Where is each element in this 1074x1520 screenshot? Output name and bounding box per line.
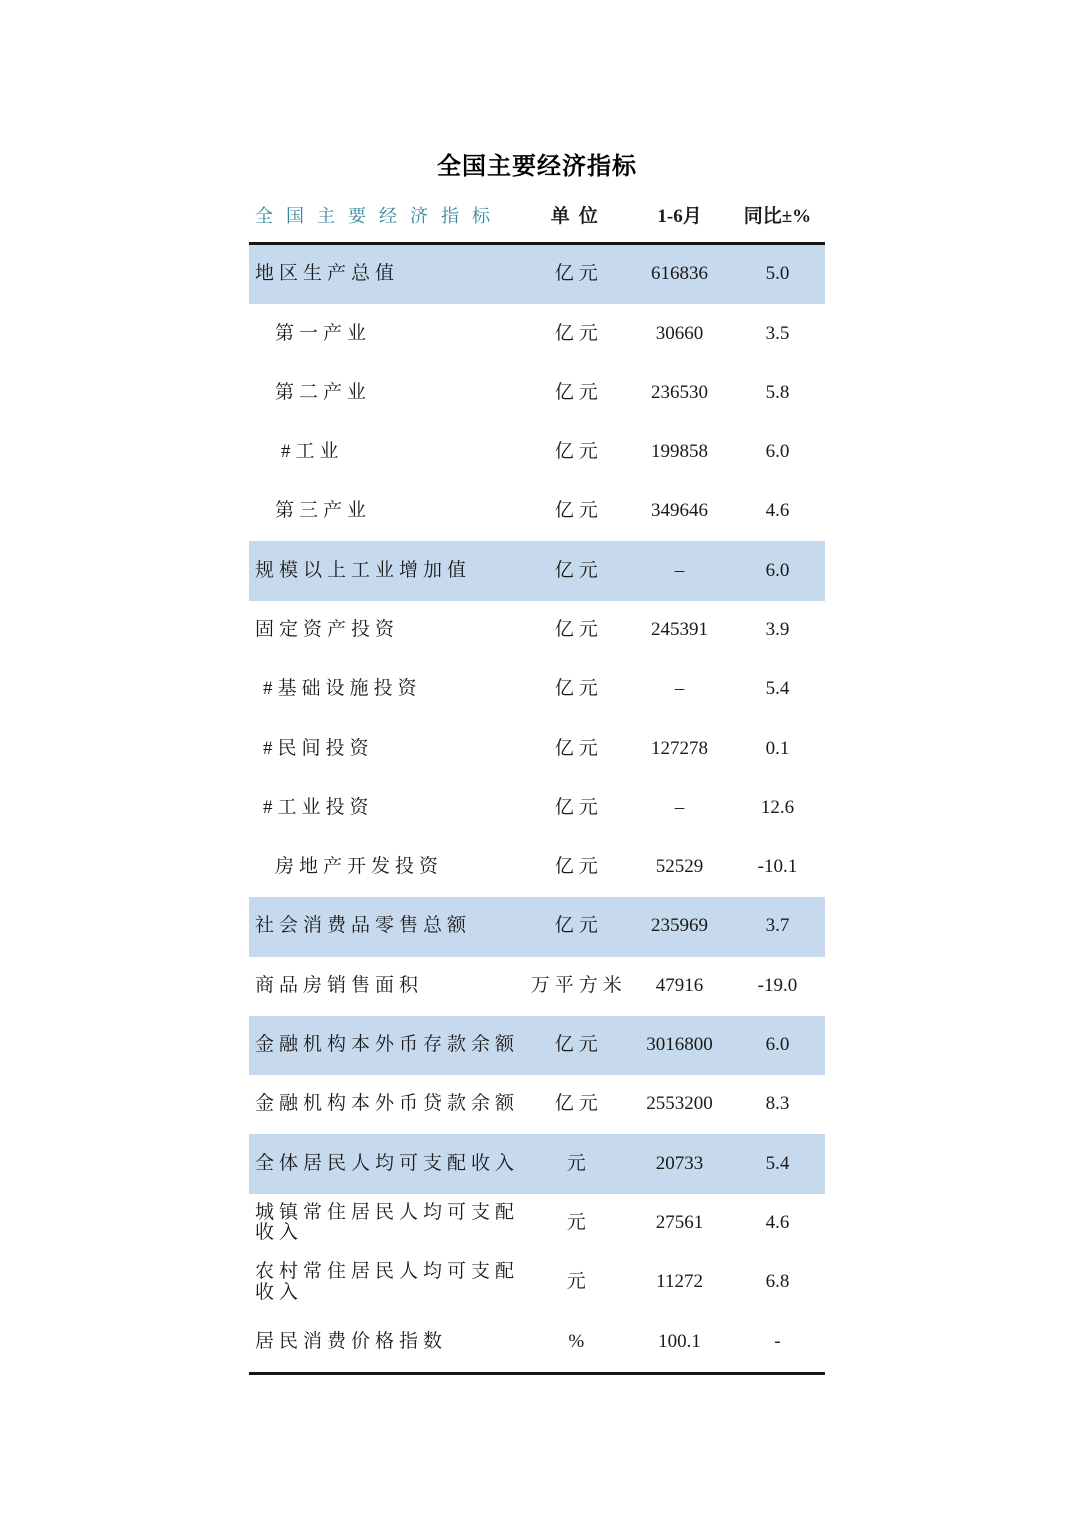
unit-cell: 亿元 [554, 1093, 603, 1115]
yoy-cell: - [774, 1330, 781, 1352]
unit-cell: 元 [566, 1152, 591, 1174]
yoy-cell: 6.0 [765, 1034, 790, 1056]
indicator-cell: 房地产开发投资 [275, 856, 444, 878]
table-row [249, 304, 825, 363]
value-cell: – [674, 796, 685, 818]
unit-cell: 亿元 [554, 1034, 603, 1056]
value-cell: 199858 [651, 441, 709, 463]
header-period: 1-6月 [657, 205, 702, 227]
table-row [249, 1075, 825, 1134]
value-cell: 27561 [655, 1211, 704, 1233]
header-yoy: 同比±% [743, 205, 812, 227]
header-unit: 单位 [550, 205, 607, 227]
yoy-cell: 8.3 [765, 1093, 790, 1115]
indicator-cell: 全体居民人均可支配收入 [255, 1152, 520, 1174]
value-cell: 11272 [656, 1271, 703, 1293]
value-cell: 245391 [651, 618, 709, 640]
yoy-cell: 5.4 [765, 1152, 790, 1174]
value-cell: 616836 [651, 263, 709, 285]
value-cell: 236530 [651, 381, 709, 403]
table-row [249, 541, 825, 600]
value-cell: 30660 [655, 322, 704, 344]
value-cell: 235969 [651, 915, 709, 937]
yoy-cell: -10.1 [757, 856, 798, 878]
value-cell: 20733 [655, 1152, 704, 1174]
unit-cell: 亿元 [554, 915, 603, 937]
table-row [249, 719, 825, 778]
unit-cell: 亿元 [554, 441, 603, 463]
indicator-cell: 第一产业 [275, 322, 372, 344]
indicator-cell: 地区生产总值 [255, 263, 400, 285]
table-row [249, 1016, 825, 1075]
table-row [249, 423, 825, 482]
table-row [249, 482, 825, 541]
yoy-cell: 0.1 [765, 737, 790, 759]
table-row [249, 1194, 825, 1253]
table-body [249, 245, 825, 1375]
unit-cell: 亿元 [554, 500, 603, 522]
indicator-cell: 金融机构本外币贷款余额 [255, 1093, 520, 1115]
indicator-cell: 第二产业 [275, 381, 372, 403]
table-row [249, 1253, 825, 1312]
value-cell: 127278 [651, 737, 709, 759]
table-row [249, 897, 825, 956]
unit-cell: 亿元 [554, 856, 603, 878]
table-row [249, 660, 825, 719]
indicator-cell: 固定资产投资 [255, 618, 400, 640]
indicator-cell: #工业 [281, 441, 344, 463]
yoy-cell: 5.0 [765, 263, 790, 285]
yoy-cell: 5.8 [765, 381, 790, 403]
indicator-cell: #基础设施投资 [263, 678, 422, 700]
indicator-cell: 规模以上工业增加值 [255, 559, 472, 581]
unit-cell: 亿元 [554, 678, 603, 700]
indicator-cell: #民间投资 [263, 737, 374, 759]
table-row [249, 957, 825, 1016]
unit-cell: 亿元 [554, 322, 603, 344]
yoy-cell: 3.7 [765, 915, 790, 937]
economic-indicators-table [249, 192, 825, 1375]
page-title: 全国主要经济指标 [437, 153, 637, 180]
unit-cell: 元 [566, 1271, 591, 1293]
value-cell: 47916 [655, 974, 704, 996]
indicator-cell: 社会消费品零售总额 [255, 915, 472, 937]
unit-cell: 万平方米 [530, 974, 627, 996]
yoy-cell: -19.0 [757, 974, 798, 996]
indicator-cell: 第三产业 [275, 500, 372, 522]
table-row [249, 1134, 825, 1193]
value-cell: 100.1 [658, 1330, 701, 1352]
indicator-cell: 农村常住居民人均可支配收入 [255, 1260, 520, 1303]
unit-cell: 亿元 [554, 737, 603, 759]
table-row [249, 245, 825, 304]
indicator-cell: 金融机构本外币存款余额 [255, 1034, 520, 1056]
yoy-cell: 4.6 [765, 1211, 790, 1233]
unit-cell: 亿元 [554, 618, 603, 640]
indicator-cell: 居民消费价格指数 [255, 1330, 448, 1352]
indicator-cell: #工业投资 [263, 796, 374, 818]
yoy-cell: 6.0 [765, 559, 790, 581]
yoy-cell: 12.6 [760, 796, 795, 818]
table-row [249, 601, 825, 660]
unit-cell: 元 [566, 1211, 591, 1233]
indicator-cell: 城镇常住居民人均可支配收入 [255, 1201, 520, 1244]
table-header-row [249, 192, 825, 245]
value-cell: – [674, 678, 685, 700]
table-row [249, 1312, 825, 1371]
value-cell: 349646 [651, 500, 709, 522]
header-indicator: 全国主要经济指标 [255, 206, 503, 227]
unit-cell: % [568, 1330, 590, 1352]
yoy-cell: 3.5 [765, 322, 790, 344]
unit-cell: 亿元 [554, 263, 603, 285]
value-cell: 2553200 [646, 1093, 713, 1115]
unit-cell: 亿元 [554, 796, 603, 818]
yoy-cell: 3.9 [765, 618, 790, 640]
indicator-cell: 商品房销售面积 [255, 974, 424, 996]
table-row [249, 779, 825, 838]
yoy-cell: 4.6 [765, 500, 790, 522]
value-cell: 52529 [655, 856, 704, 878]
unit-cell: 亿元 [554, 559, 603, 581]
yoy-cell: 6.8 [765, 1271, 790, 1293]
table-row [249, 838, 825, 897]
unit-cell: 亿元 [554, 381, 603, 403]
yoy-cell: 6.0 [765, 441, 790, 463]
value-cell: 3016800 [646, 1034, 713, 1056]
table-row [249, 364, 825, 423]
yoy-cell: 5.4 [765, 678, 790, 700]
value-cell: – [674, 559, 685, 581]
